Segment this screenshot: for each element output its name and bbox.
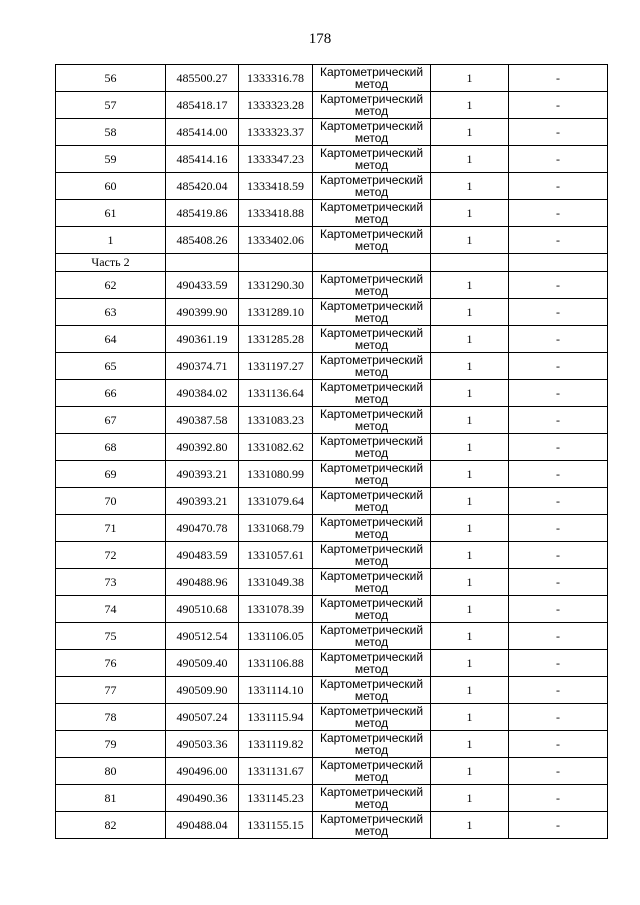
method-text-line: метод [354,338,389,352]
method-text-line: Картометрический [319,146,424,160]
method-text-line: Картометрический [319,299,424,313]
method-text-line: Картометрический [319,731,424,745]
accuracy-cell: 1 [431,812,509,839]
empty-cell [431,254,509,272]
y-coordinate-cell: 1331285.28 [239,326,313,353]
method-text-line: метод [354,239,389,253]
x-coordinate-cell: 485414.00 [166,119,239,146]
x-coordinate-cell: 490503.36 [166,731,239,758]
y-coordinate-cell: 1331106.88 [239,650,313,677]
method-text-line: метод [354,446,389,460]
method-cell [313,65,431,92]
point-number-cell: 57 [56,92,166,119]
description-cell: - [509,515,608,542]
method-text-line: Картометрический [319,758,424,772]
accuracy-cell: 1 [431,569,509,596]
x-coordinate-cell: 490488.04 [166,812,239,839]
method-text-line: Картометрический [319,650,424,664]
description-cell: - [509,173,608,200]
point-number-cell: 73 [56,569,166,596]
method-text-line: метод [354,311,389,325]
method-cell [313,623,431,650]
point-number-cell: 64 [56,326,166,353]
part-header-row [56,254,608,272]
description-cell: - [509,569,608,596]
empty-cell [509,254,608,272]
method-text-line: Картометрический [319,461,424,475]
x-coordinate-cell: 490392.80 [166,434,239,461]
table-row [56,623,608,650]
table-row [56,173,608,200]
y-coordinate-cell: 1331155.15 [239,812,313,839]
method-text-line: Картометрический [319,407,424,421]
table-row [56,227,608,254]
method-text-line: метод [354,212,389,226]
method-cell [313,407,431,434]
description-cell: - [509,731,608,758]
method-text-line: метод [354,365,389,379]
point-number-cell: 80 [56,758,166,785]
method-text-line: метод [354,662,389,676]
table-row [56,650,608,677]
method-cell [313,272,431,299]
method-text-line: метод [354,185,389,199]
description-cell: - [509,488,608,515]
table-row [56,119,608,146]
table-row [56,461,608,488]
description-cell: - [509,704,608,731]
x-coordinate-cell: 485419.86 [166,200,239,227]
table-row [56,542,608,569]
method-text-line: Картометрический [319,677,424,691]
accuracy-cell: 1 [431,92,509,119]
point-number-cell: 62 [56,272,166,299]
table-row [56,299,608,326]
method-cell [313,146,431,173]
method-cell [313,461,431,488]
y-coordinate-cell: 1331057.61 [239,542,313,569]
y-coordinate-cell: 1331082.62 [239,434,313,461]
table-row [56,704,608,731]
accuracy-cell: 1 [431,731,509,758]
table-row [56,785,608,812]
method-text-line: метод [354,743,389,757]
table-row [56,407,608,434]
point-number-cell: 60 [56,173,166,200]
x-coordinate-cell: 490490.36 [166,785,239,812]
method-text-line: метод [354,635,389,649]
point-number-cell: 56 [56,65,166,92]
method-cell [313,569,431,596]
empty-cell [313,254,431,272]
y-coordinate-cell: 1331197.27 [239,353,313,380]
method-text-line: Картометрический [319,326,424,340]
method-text-line: Картометрический [319,119,424,133]
description-cell: - [509,272,608,299]
point-number-cell: 67 [56,407,166,434]
method-cell [313,299,431,326]
accuracy-cell: 1 [431,461,509,488]
x-coordinate-cell: 490496.00 [166,758,239,785]
point-number-cell: 76 [56,650,166,677]
description-cell: - [509,299,608,326]
table-row [56,65,608,92]
description-cell: - [509,353,608,380]
method-text-line: Картометрический [319,785,424,799]
method-cell [313,119,431,146]
x-coordinate-cell: 490509.40 [166,650,239,677]
table-row [56,434,608,461]
x-coordinate-cell: 485418.17 [166,92,239,119]
method-text-line: Картометрический [319,542,424,556]
method-text-line: метод [354,797,389,811]
method-cell [313,596,431,623]
accuracy-cell: 1 [431,515,509,542]
description-cell: - [509,146,608,173]
y-coordinate-cell: 1331290.30 [239,272,313,299]
method-text-line: Картометрический [319,173,424,187]
method-text-line: метод [354,131,389,145]
description-cell: - [509,200,608,227]
method-cell [313,704,431,731]
y-coordinate-cell: 1333347.23 [239,146,313,173]
point-number-cell: 81 [56,785,166,812]
x-coordinate-cell: 490507.24 [166,704,239,731]
accuracy-cell: 1 [431,677,509,704]
table-row [56,731,608,758]
point-number-cell: 59 [56,146,166,173]
point-number-cell: 79 [56,731,166,758]
method-text-line: метод [354,500,389,514]
method-cell [313,542,431,569]
table-row [56,758,608,785]
description-cell: - [509,92,608,119]
method-text-line: метод [354,473,389,487]
method-cell [313,326,431,353]
table-row [56,596,608,623]
method-cell [313,731,431,758]
coordinates-table-body [56,65,608,839]
empty-cell [239,254,313,272]
x-coordinate-cell: 485414.16 [166,146,239,173]
y-coordinate-cell: 1333316.78 [239,65,313,92]
method-cell [313,353,431,380]
description-cell: - [509,758,608,785]
table-row [56,677,608,704]
accuracy-cell: 1 [431,407,509,434]
point-number-cell: 78 [56,704,166,731]
accuracy-cell: 1 [431,200,509,227]
method-text-line: метод [354,284,389,298]
table-row [56,569,608,596]
description-cell: - [509,461,608,488]
accuracy-cell: 1 [431,596,509,623]
method-text-line: Картометрический [319,488,424,502]
accuracy-cell: 1 [431,650,509,677]
point-number-cell: 69 [56,461,166,488]
accuracy-cell: 1 [431,65,509,92]
description-cell: - [509,227,608,254]
table-row [56,92,608,119]
accuracy-cell: 1 [431,542,509,569]
method-text-line: Картометрический [319,623,424,637]
method-text-line: Картометрический [319,353,424,367]
table-row [56,200,608,227]
table-row [56,812,608,839]
method-text-line: Картометрический [319,200,424,214]
x-coordinate-cell: 490374.71 [166,353,239,380]
x-coordinate-cell: 490393.21 [166,461,239,488]
description-cell: - [509,677,608,704]
method-text-line: Картометрический [319,92,424,106]
point-number-cell: 66 [56,380,166,407]
point-number-cell: 72 [56,542,166,569]
method-text-line: метод [354,77,389,91]
x-coordinate-cell: 485408.26 [166,227,239,254]
y-coordinate-cell: 1331068.79 [239,515,313,542]
y-coordinate-cell: 1333402.06 [239,227,313,254]
point-number-cell: 74 [56,596,166,623]
description-cell: - [509,65,608,92]
description-cell: - [509,434,608,461]
accuracy-cell: 1 [431,380,509,407]
point-number-cell: 61 [56,200,166,227]
coordinates-table [55,64,608,839]
description-cell: - [509,650,608,677]
method-cell [313,785,431,812]
x-coordinate-cell: 485500.27 [166,65,239,92]
description-cell: - [509,407,608,434]
y-coordinate-cell: 1333323.37 [239,119,313,146]
table-row [56,146,608,173]
method-cell [313,200,431,227]
x-coordinate-cell: 490509.90 [166,677,239,704]
point-number-cell: 68 [56,434,166,461]
method-cell [313,488,431,515]
method-text-line: Картометрический [319,596,424,610]
x-coordinate-cell: 485420.04 [166,173,239,200]
method-text-line: Картометрический [319,704,424,718]
y-coordinate-cell: 1331119.82 [239,731,313,758]
point-number-cell: 65 [56,353,166,380]
point-number-cell: 75 [56,623,166,650]
point-number-cell: 1 [56,227,166,254]
x-coordinate-cell: 490483.59 [166,542,239,569]
method-cell [313,812,431,839]
y-coordinate-cell: 1333418.59 [239,173,313,200]
description-cell: - [509,326,608,353]
method-text-line: Картометрический [319,812,424,826]
accuracy-cell: 1 [431,434,509,461]
description-cell: - [509,380,608,407]
table-row [56,272,608,299]
y-coordinate-cell: 1331049.38 [239,569,313,596]
y-coordinate-cell: 1331080.99 [239,461,313,488]
description-cell: - [509,785,608,812]
method-cell [313,173,431,200]
point-number-cell: 63 [56,299,166,326]
y-coordinate-cell: 1333418.88 [239,200,313,227]
x-coordinate-cell: 490399.90 [166,299,239,326]
point-number-cell: 71 [56,515,166,542]
x-coordinate-cell: 490488.96 [166,569,239,596]
x-coordinate-cell: 490510.68 [166,596,239,623]
method-text-line: Картометрический [319,569,424,583]
table-row [56,326,608,353]
empty-cell [166,254,239,272]
x-coordinate-cell: 490387.58 [166,407,239,434]
part-label: Часть 2 [56,254,166,272]
accuracy-cell: 1 [431,704,509,731]
point-number-cell: 77 [56,677,166,704]
method-cell [313,515,431,542]
method-cell [313,650,431,677]
method-cell [313,434,431,461]
method-cell [313,227,431,254]
method-text-line: Картометрический [319,434,424,448]
y-coordinate-cell: 1331145.23 [239,785,313,812]
method-cell [313,92,431,119]
method-text-line: метод [354,608,389,622]
y-coordinate-cell: 1331079.64 [239,488,313,515]
method-text-line: метод [354,158,389,172]
accuracy-cell: 1 [431,353,509,380]
description-cell: - [509,542,608,569]
accuracy-cell: 1 [431,785,509,812]
y-coordinate-cell: 1331131.67 [239,758,313,785]
description-cell: - [509,623,608,650]
method-text-line: метод [354,824,389,838]
accuracy-cell: 1 [431,299,509,326]
accuracy-cell: 1 [431,119,509,146]
method-text-line: метод [354,581,389,595]
table-row [56,515,608,542]
y-coordinate-cell: 1331078.39 [239,596,313,623]
y-coordinate-cell: 1331106.05 [239,623,313,650]
table-row [56,488,608,515]
page-number: 178 [308,31,332,47]
method-text-line: Картометрический [319,65,424,79]
accuracy-cell: 1 [431,146,509,173]
method-cell [313,380,431,407]
method-text-line: Картометрический [319,227,424,241]
description-cell: - [509,596,608,623]
method-cell [313,758,431,785]
y-coordinate-cell: 1331114.10 [239,677,313,704]
method-text-line: метод [354,527,389,541]
method-text-line: Картометрический [319,272,424,286]
y-coordinate-cell: 1331136.64 [239,380,313,407]
x-coordinate-cell: 490512.54 [166,623,239,650]
y-coordinate-cell: 1333323.28 [239,92,313,119]
table-row [56,353,608,380]
method-text-line: метод [354,104,389,118]
point-number-cell: 82 [56,812,166,839]
method-text-line: метод [354,392,389,406]
x-coordinate-cell: 490470.78 [166,515,239,542]
description-cell: - [509,119,608,146]
x-coordinate-cell: 490433.59 [166,272,239,299]
y-coordinate-cell: 1331083.23 [239,407,313,434]
method-text-line: метод [354,419,389,433]
x-coordinate-cell: 490361.19 [166,326,239,353]
method-text-line: метод [354,770,389,784]
accuracy-cell: 1 [431,173,509,200]
point-number-cell: 70 [56,488,166,515]
method-text-line: метод [354,554,389,568]
method-text-line: метод [354,716,389,730]
y-coordinate-cell: 1331115.94 [239,704,313,731]
accuracy-cell: 1 [431,272,509,299]
method-text-line: Картометрический [319,380,424,394]
accuracy-cell: 1 [431,758,509,785]
description-cell: - [509,812,608,839]
method-text-line: Картометрический [319,515,424,529]
accuracy-cell: 1 [431,488,509,515]
point-number-cell: 58 [56,119,166,146]
accuracy-cell: 1 [431,227,509,254]
method-text-line: метод [354,689,389,703]
method-cell [313,677,431,704]
x-coordinate-cell: 490384.02 [166,380,239,407]
accuracy-cell: 1 [431,326,509,353]
x-coordinate-cell: 490393.21 [166,488,239,515]
table-row [56,380,608,407]
accuracy-cell: 1 [431,623,509,650]
y-coordinate-cell: 1331289.10 [239,299,313,326]
